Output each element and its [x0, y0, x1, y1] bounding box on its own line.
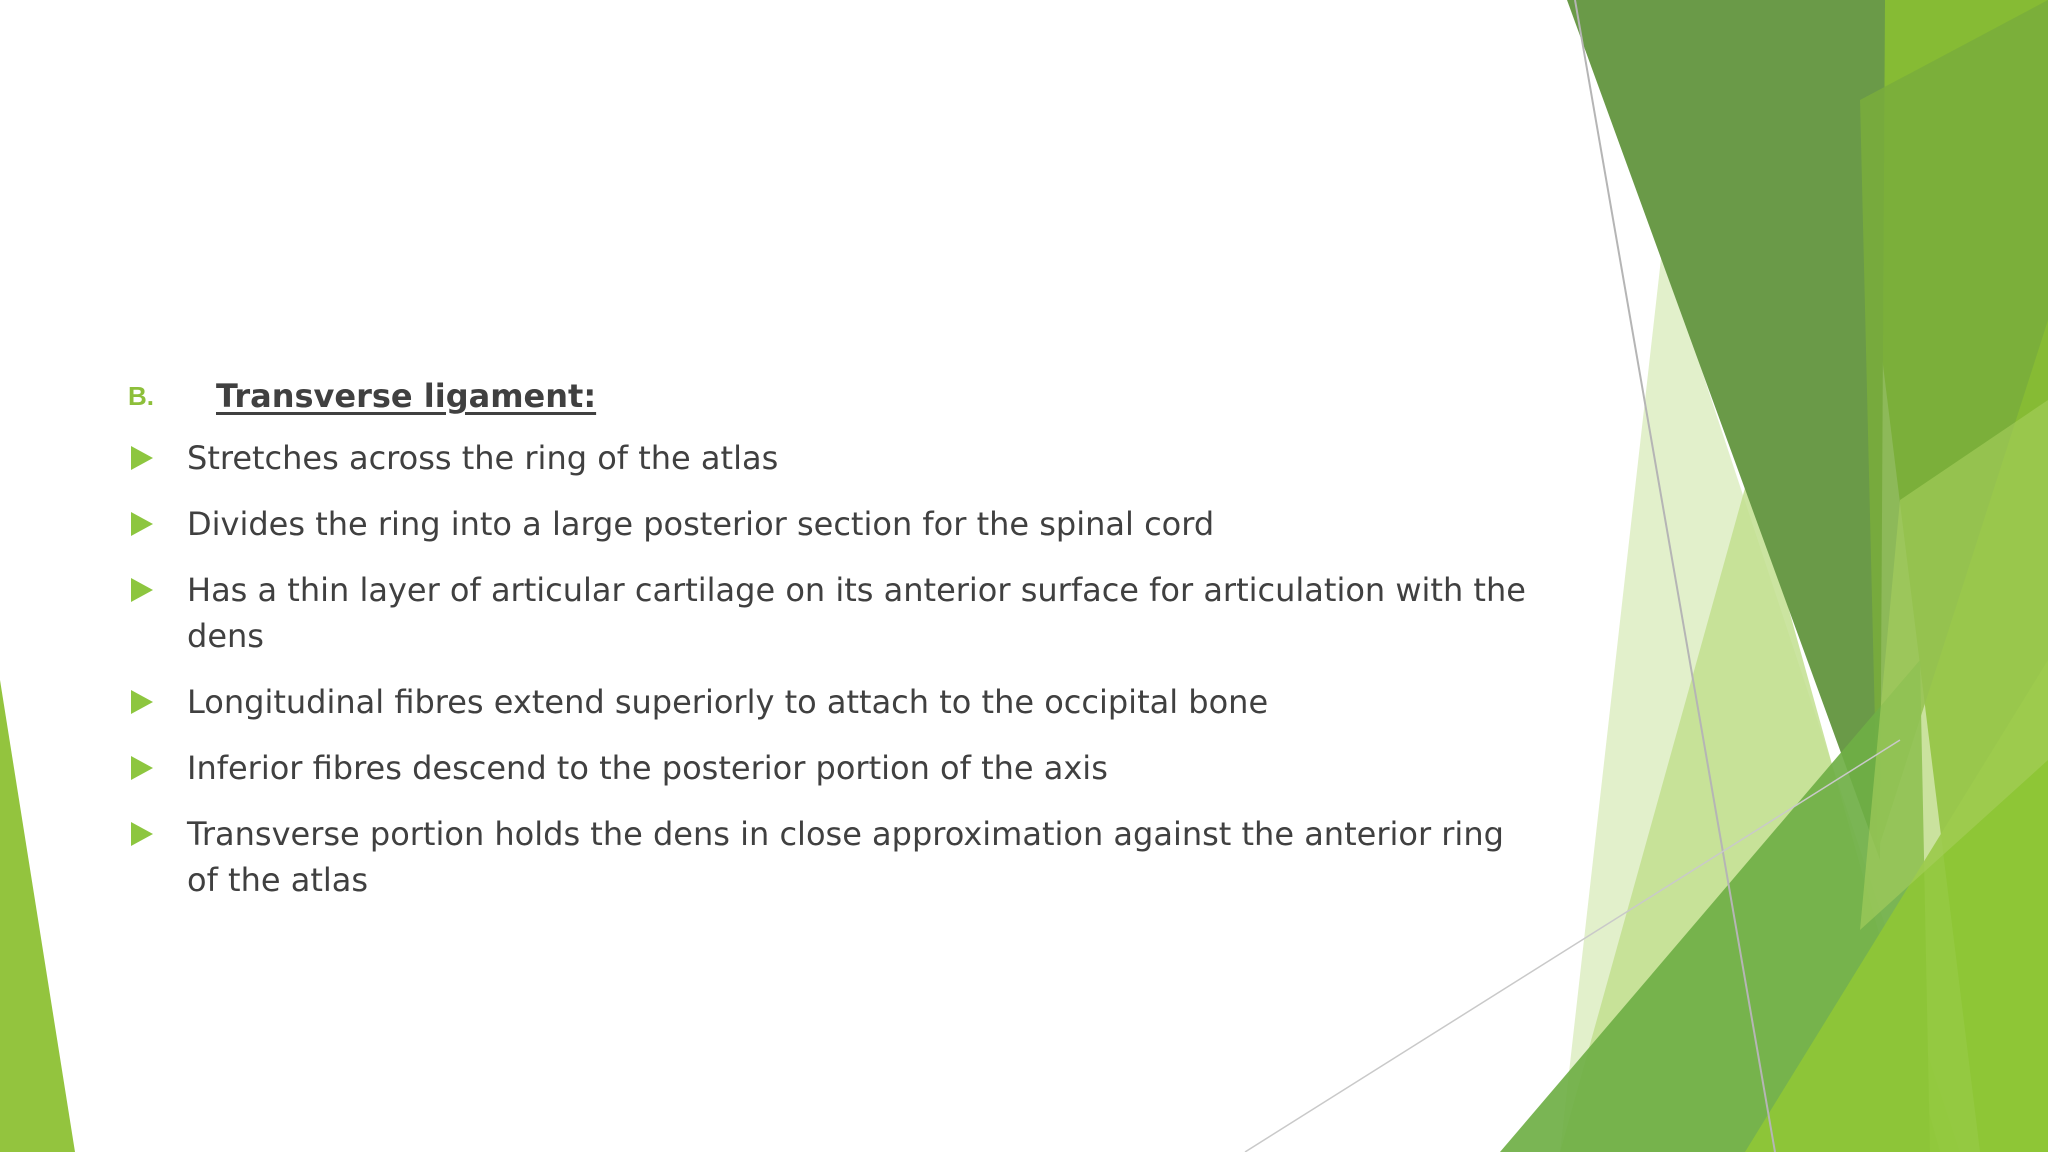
bullet-text: Longitudinal fibres extend superiorly to attach to the occipital bone	[187, 683, 1269, 721]
triangle-right-icon	[131, 690, 153, 714]
heading-marker: B.	[128, 380, 154, 411]
bullet-item	[128, 501, 1528, 547]
triangle-right-icon	[131, 512, 153, 536]
bullet-item	[128, 567, 1528, 659]
bullet-text: Has a thin layer of articular cartilage on its anterior surface for articulation with the dens	[187, 571, 1526, 655]
triangle-right-icon	[131, 578, 153, 602]
bullet-text: Stretches across the ring of the atlas	[187, 439, 779, 477]
heading-title: Transverse ligament:	[216, 377, 597, 415]
bullet-item	[128, 811, 1528, 903]
triangle-right-icon	[131, 756, 153, 780]
bullet-item	[128, 435, 1528, 481]
bullet-item	[128, 679, 1528, 725]
triangle-right-icon	[131, 446, 153, 470]
bullet-item	[128, 745, 1528, 791]
bullet-text: Transverse portion holds the dens in close approximation against the anterior ring of the atlas	[187, 815, 1504, 899]
bullet-list	[128, 435, 1528, 923]
bullet-text: Divides the ring into a large posterior section for the spinal cord	[187, 505, 1215, 543]
section-heading	[128, 370, 596, 422]
triangle-right-icon	[131, 822, 153, 846]
bullet-text: Inferior fibres descend to the posterior portion of the axis	[187, 749, 1108, 787]
